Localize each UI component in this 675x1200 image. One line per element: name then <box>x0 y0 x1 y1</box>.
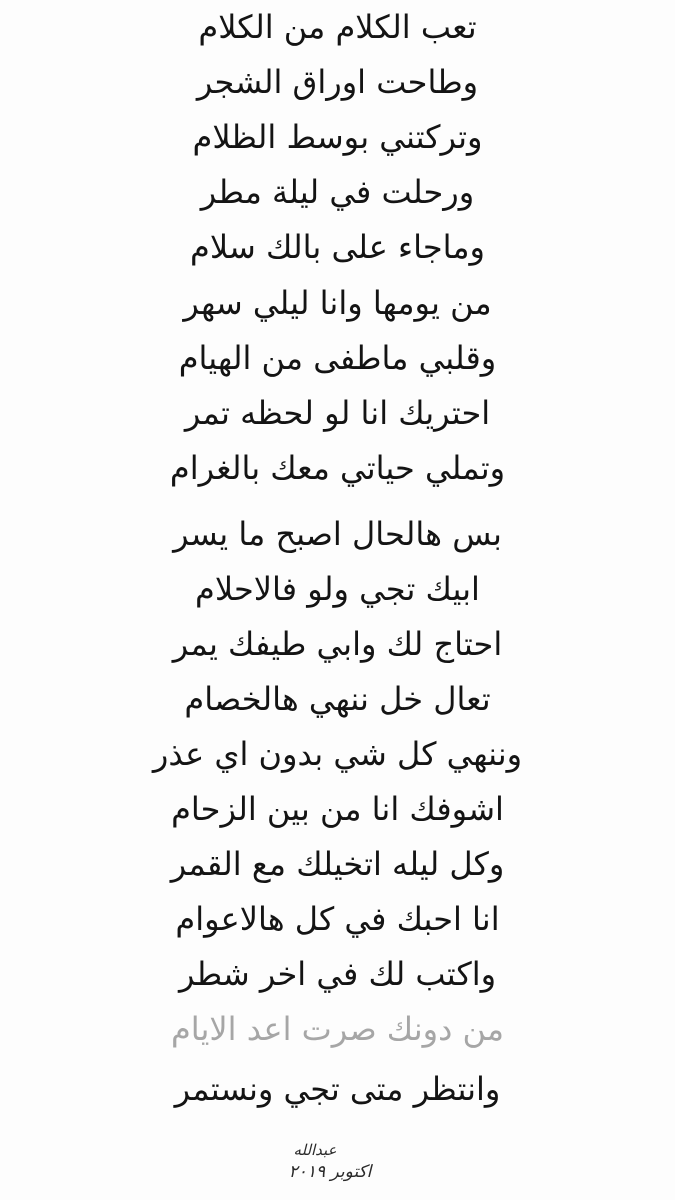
poem-line: تعب الكلام من الكلام <box>198 8 477 46</box>
signature <box>230 1140 430 1184</box>
poem-line: اشوفك انا من بين الزحام <box>171 790 504 828</box>
poem-line: وانتظر متى تجي ونستمر <box>174 1070 501 1108</box>
poem-line: وكل ليله اتخيلك مع القمر <box>170 845 505 883</box>
signature-date: اكتوبر ٢٠١٩ <box>288 1162 372 1182</box>
poem-line: وطاحت اوراق الشجر <box>196 63 479 101</box>
poem-line: من يومها وانا ليلي سهر <box>183 284 492 322</box>
poem-line: ورحلت في ليلة مطر <box>200 173 475 211</box>
poem-line: وننهي كل شي بدون اي عذر <box>152 735 523 773</box>
poem-line: تعال خل ننهي هالخصام <box>184 680 491 718</box>
poem-line: وتركتني بوسط الظلام <box>192 118 483 156</box>
poem-line: احتريك انا لو لحظه تمر <box>184 394 491 432</box>
poem-line: وتملي حياتي معك بالغرام <box>169 449 506 487</box>
poem-line: احتاج لك وابي طيفك يمر <box>172 625 503 663</box>
poem-line: بس هالحال اصبح ما يسر <box>173 515 502 553</box>
poem-line-faded: من دونك صرت اعد الايام <box>170 1010 505 1048</box>
poem-line: انا احبك في كل هالاعوام <box>175 900 500 938</box>
poem-line: وقلبي ماطفى من الهيام <box>178 339 497 377</box>
poem-line: واكتب لك في اخر شطر <box>178 955 497 993</box>
poem-line: وماجاء على بالك سلام <box>190 228 485 266</box>
signature-name: عبدالله <box>293 1141 337 1159</box>
poem-line: ابيك تجي ولو فالاحلام <box>195 570 480 608</box>
